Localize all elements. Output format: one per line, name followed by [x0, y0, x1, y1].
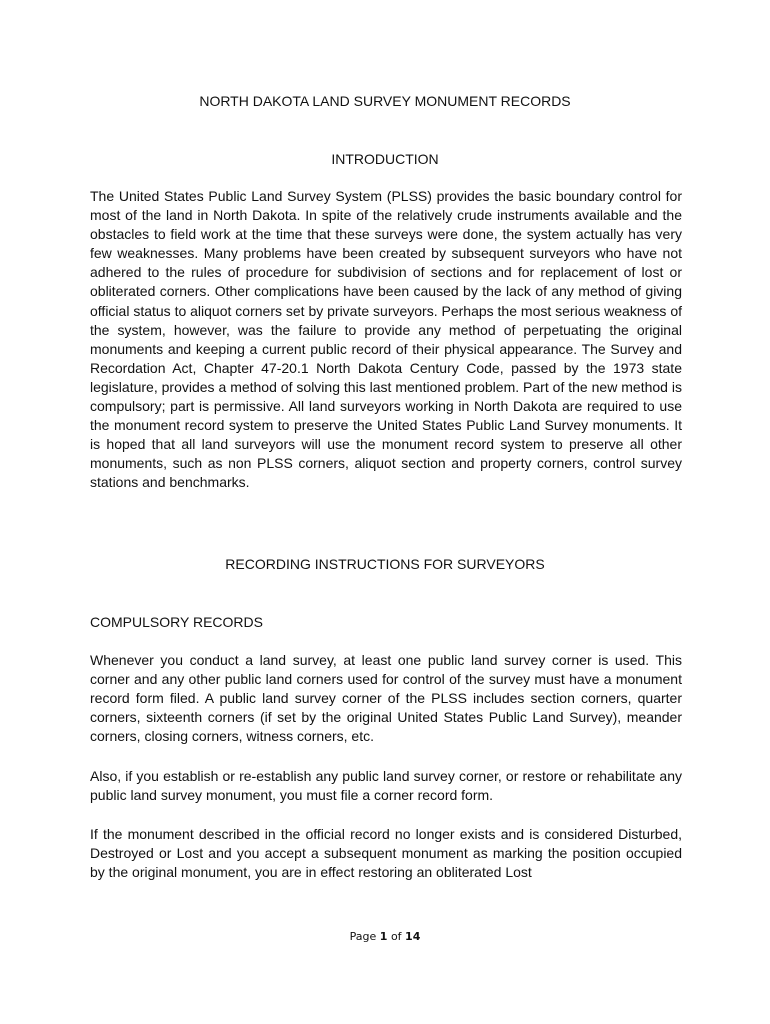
- section-heading-recording-instructions: RECORDING INSTRUCTIONS FOR SURVEYORS: [225, 556, 545, 572]
- intro-paragraph: The United States Public Land Survey System (PLSS) provides the basic boundary control for most of the land in North Dakota. In spite of the relatively crude instruments available and the obstacles to field work at the time that these surveys were done, the system actually has very few weaknesses. Many problems have been created by subsequent surveyors who have not adhered to the rules of procedure for subdivision of sections and for replacement of lost or obliterated corners. Other complications have been caused by the lack of any method of giving official status to aliquot corners set by private surveyors. Perhaps the most serious weakness of the system, however, was the failure to provide any method of perpetuating the original monuments and keeping a current public record of their physical appearance. The Survey and Recordation Act, Chapter 47-20.1 North Dakota Century Code, passed by the 1973 state legislature, provides a method of solving this last mentioned problem. Part of the new method is compulsory; part is permissive. All land surveyors working in North Dakota are required to use the monument record system to preserve the United States Public Land Survey monuments. It is hoped that all land surveyors will use the monument record system to preserve all other monuments, such as non PLSS corners, aliquot section and property corners, control survey stations and benchmarks.: [90, 188, 682, 491]
- compulsory-paragraph-1: Whenever you conduct a land survey, at least one public land survey corner is used. This corner and any other public land corners used for control of the survey must have a monument record form filed. A public land survey corner of the PLSS includes section corners, quarter corners, sixteenth corners (if set by the original United States Public Land Survey), meander corners, closing corners, witness corners, etc.: [90, 652, 682, 745]
- page-of-label: of: [390, 930, 402, 943]
- page-footer: [0, 930, 770, 943]
- page-current-number: 1: [379, 930, 388, 943]
- compulsory-paragraph-3: If the monument described in the official record no longer exists and is considered Disturbed, Destroyed or Lost and you accept a subsequent monument as marking the position occupied by the original monument, you are in effect restoring an obliterated Lost: [90, 826, 682, 881]
- page-label: Page: [349, 930, 377, 943]
- compulsory-paragraph-2: Also, if you establish or re-establish any public land survey corner, or restore or rehabilitate any public land survey monument, you must file a corner record form.: [90, 768, 682, 804]
- section-heading-introduction: INTRODUCTION: [331, 151, 439, 167]
- document-title: NORTH DAKOTA LAND SURVEY MONUMENT RECORDS: [199, 93, 571, 109]
- section-heading-compulsory-records: COMPULSORY RECORDS: [90, 614, 263, 630]
- page-total-number: 14: [405, 930, 421, 943]
